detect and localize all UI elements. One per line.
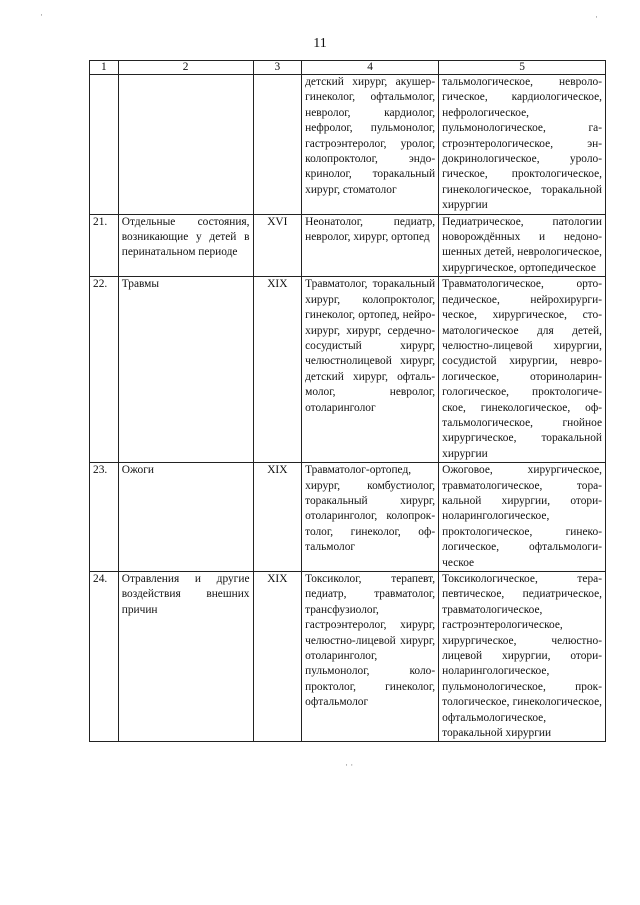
profiles-cell: Травматологическое, ортопедическое, нейрохирургическое, хирургическое, стоматологическое для детей, челюстно-лицевой хирургии, сосудистой хирургии, неврологическое, оториноларингологическое, проктологическое, гинекологическое, офтальмологическое, гнойное хирургическое, торакальной хирургии bbox=[439, 277, 606, 463]
scan-speck: · bbox=[595, 12, 598, 22]
row-number: 22. bbox=[90, 277, 119, 463]
column-header: 3 bbox=[253, 61, 302, 75]
specialists-table bbox=[89, 60, 606, 742]
profiles-cell: Педиатрическое, патологии новорождённых и недоношенных детей, неврологическое, хирургическое, ортопедическое bbox=[439, 214, 606, 277]
specialists-cell: Травматолог, торакальный хирург, колопроктолог, гинеколог, ортопед, нейрохирург, хирург, сердечно-сосудистый хирург, челюстнолицевой хирург, детский хирург, офтальмолог, невролог, отоларинголог bbox=[302, 277, 439, 463]
column-header: 2 bbox=[118, 61, 253, 75]
page-number: 11 bbox=[313, 36, 327, 51]
row-number: 21. bbox=[90, 214, 119, 277]
condition-cell: Ожоги bbox=[118, 463, 253, 572]
class-cell bbox=[253, 75, 302, 215]
class-cell: XIX bbox=[253, 572, 302, 742]
condition-cell: Отравления и другие воздействия внешних причин bbox=[118, 572, 253, 742]
row-number bbox=[90, 75, 119, 215]
scan-speck: · bbox=[40, 10, 43, 20]
class-cell: XIX bbox=[253, 463, 302, 572]
condition-cell: Травмы bbox=[118, 277, 253, 463]
class-cell: XIX bbox=[253, 277, 302, 463]
specialists-cell: Неонатолог, педиатр, невролог, хирург, ортопед bbox=[302, 214, 439, 277]
column-header: 4 bbox=[302, 61, 439, 75]
profiles-cell: Токсикологическое, терапевтическое, педиатрическое, травматологическое, гастроэнтерологическое, хирургическое, челюстнолицевой хирургии, оториноларингологическое, пульмонологическое, проктологическое, гинекологическое, офтальмологическое, торакальной хирургии bbox=[439, 572, 606, 742]
table-row bbox=[90, 572, 606, 742]
profiles-cell: Ожоговое, хирургическое, травматологическое, торакальной хирургии, оториноларингологическое, проктологическое, гинекологическое, офтальмологическое bbox=[439, 463, 606, 572]
row-number: 24. bbox=[90, 572, 119, 742]
profiles-cell: тальмологическое, неврологическое, кардиологическое, нефрологическое, пульмонологическое, гастроэнтерологическое, эндокринологическое, урологическое, проктологическое, гинекологическое, торакальной хирургии bbox=[439, 75, 606, 215]
condition-cell: Отдельные состояния, возникающие у детей в перинатальном периоде bbox=[118, 214, 253, 277]
row-number: 23. bbox=[90, 463, 119, 572]
table-row bbox=[90, 277, 606, 463]
condition-cell bbox=[118, 75, 253, 215]
table-header-row bbox=[90, 61, 606, 75]
class-cell: XVI bbox=[253, 214, 302, 277]
column-header: 1 bbox=[90, 61, 119, 75]
table-row bbox=[90, 463, 606, 572]
table-row bbox=[90, 75, 606, 215]
specialists-cell: Токсиколог, терапевт, педиатр, травматолог, трансфузиолог, гастроэнтеролог, хирург, челюстно-лицевой хирург, отоларинголог, пульмонолог, колопроктолог, гинеколог, офтальмолог bbox=[302, 572, 439, 742]
column-header: 5 bbox=[439, 61, 606, 75]
specialists-cell: детский хирург, акушер-гинеколог, офтальмолог, невролог, кардиолог, нефролог, пульмонолог, гастроэнтеролог, уролог, колопроктолог, эндокринолог, торакальный хирург, стоматолог bbox=[302, 75, 439, 215]
specialists-cell: Травматолог-ортопед, хирург, комбустиолог, торакальный хирург, отоларинголог, колопроктолог, гинеколог, офтальмолог bbox=[302, 463, 439, 572]
scan-speck: · · bbox=[345, 760, 354, 770]
table-row bbox=[90, 214, 606, 277]
